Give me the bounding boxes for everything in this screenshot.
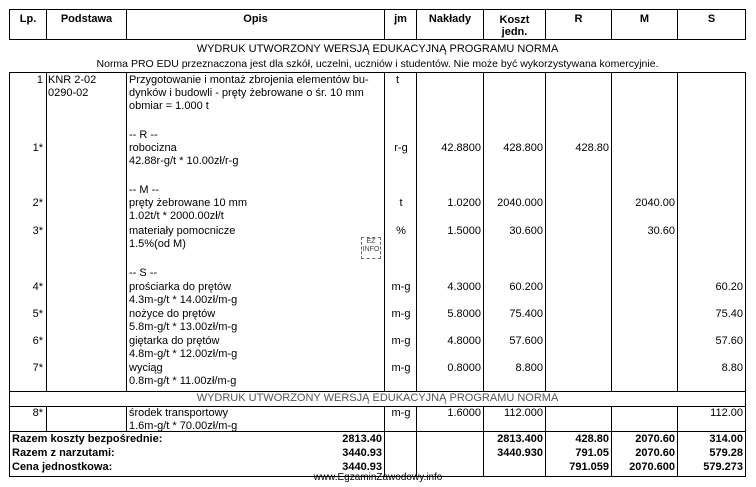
row-koszt: 30.600: [509, 225, 543, 237]
row-m: 2040.00: [635, 197, 675, 209]
ez-info-stamp: EZ INFO: [361, 237, 381, 259]
pos-opis-3: obmiar = 1.000 t: [129, 100, 209, 112]
row-jm: m-g: [391, 281, 411, 293]
kosztorys-table: [9, 9, 746, 477]
row-naklady: 4.8000: [447, 335, 481, 347]
row-name: nożyce do prętów: [129, 308, 216, 320]
row-lp: 5*: [32, 308, 43, 320]
row-koszt: 75.400: [509, 308, 543, 320]
section-m: -- M --: [129, 184, 159, 196]
row-jm: r-g: [394, 142, 408, 154]
row-jm: m-g: [391, 335, 411, 347]
summary-koszt: 3440.930: [497, 447, 543, 459]
row-lp: 7*: [32, 362, 43, 374]
row-name: robocizna: [129, 142, 177, 154]
row-name: materiały pomocnicze: [129, 225, 236, 237]
row-calc: 5.8m-g/t * 13.00zł/m-g: [129, 321, 238, 333]
row-s: 75.40: [715, 308, 743, 320]
row-calc: 1.6m-g/t * 70.00zł/m-g: [129, 420, 238, 432]
row-name: prościarka do prętów: [129, 281, 232, 293]
summary-m: 2070.600: [629, 461, 675, 473]
watermark-line: WYDRUK UTWORZONY WERSJĄ EDUKACYJNĄ PROGRAMU NORMA: [196, 43, 559, 55]
summary-koszt: 2813.400: [497, 433, 543, 445]
col-s-header: S: [707, 13, 716, 25]
col-m-header: M: [612, 10, 678, 39]
summary-label-overhead: Razem z narzutami:: [12, 447, 115, 459]
row-naklady: 1.6000: [447, 407, 481, 419]
row-lp: 2*: [32, 197, 43, 209]
row-calc: 1.5%(od M): [129, 238, 186, 250]
row-naklady: 1.5000: [447, 225, 481, 237]
page-break: [10, 391, 745, 407]
section-s: -- S --: [129, 267, 158, 279]
row-koszt: 8.800: [515, 362, 543, 374]
summary-value: 3440.93: [342, 447, 382, 459]
summary-label-direct: Razem koszty bezpośrednie:: [12, 433, 163, 445]
col-koszt-header: Koszt jedn.: [484, 10, 546, 39]
summary-r: 428.80: [575, 433, 609, 445]
row-naklady: 42.8800: [441, 142, 481, 154]
row-jm: m-g: [391, 308, 411, 320]
row-naklady: 0.8000: [447, 362, 481, 374]
row-lp: 3*: [32, 225, 43, 237]
row-lp: 8*: [32, 407, 43, 419]
row-koszt: 2040.000: [497, 197, 543, 209]
pos-opis-2: dynków i budowli - pręty żebrowane o śr. 10 mm: [129, 87, 364, 99]
col-r-header: R: [546, 10, 612, 39]
pos-podstawa-2: 0290-02: [48, 87, 89, 99]
row-calc: 0.8m-g/t * 11.00zł/m-g: [129, 375, 237, 387]
col-opis-header: Opis: [127, 10, 385, 39]
row-koszt: 60.200: [509, 281, 543, 293]
row-jm: %: [396, 225, 406, 237]
summary-m: 2070.60: [635, 447, 675, 459]
row-calc: 4.3m-g/t * 14.00zł/m-g: [129, 294, 238, 306]
summary-r: 791.05: [575, 447, 609, 459]
row-jm: t: [399, 197, 403, 209]
row-name: pręty żebrowane 10 mm: [129, 197, 247, 209]
row-calc: 1.02t/t * 2000.00zł/t: [129, 210, 224, 222]
row-s: 112.00: [710, 407, 743, 419]
col-naklady-header: Nakłady: [417, 10, 484, 39]
summary-s: 579.28: [709, 447, 743, 459]
row-name: środek transportowy: [129, 407, 229, 419]
row-s: 8.80: [721, 362, 743, 374]
pos-podstawa-1: KNR 2-02: [48, 74, 97, 86]
row-s: 60.20: [715, 281, 743, 293]
row-name: giętarka do prętów: [129, 335, 220, 347]
summary-m: 2070.60: [635, 433, 675, 445]
summary-s: 314.00: [709, 433, 743, 445]
row-koszt: 57.600: [509, 335, 543, 347]
footer-url: www.EgzaminZawodowy.info: [313, 472, 443, 483]
row-naklady: 4.3000: [447, 281, 481, 293]
row-m: 30.60: [647, 225, 675, 237]
section-r: -- R --: [129, 129, 158, 141]
row-lp: 4*: [32, 281, 43, 293]
row-s: 57.60: [715, 335, 743, 347]
summary-r: 791.059: [569, 461, 609, 473]
row-r: 428.80: [575, 142, 609, 154]
pos-opis-1: Przygotowanie i montaż zbrojenia elementów bu-: [129, 74, 369, 86]
row-naklady: 1.0200: [447, 197, 481, 209]
table-header: [9, 9, 746, 40]
summary-value: 2813.40: [342, 433, 382, 445]
row-koszt: 428.800: [503, 142, 543, 154]
summary-s: 579.273: [703, 461, 743, 473]
row-name: wyciąg: [129, 362, 163, 374]
row-lp: 6*: [32, 335, 43, 347]
col-jm-header: jm: [385, 10, 417, 39]
summary-block: [9, 432, 746, 477]
row-calc: 4.8m-g/t * 12.00zł/m-g: [129, 348, 238, 360]
pos-jm: t: [396, 74, 400, 86]
row-naklady: 5.8000: [447, 308, 481, 320]
row-lp: 1*: [32, 142, 43, 154]
summary-label-unit: Cena jednostkowa:: [12, 461, 113, 473]
col-podstawa-header: Podstawa: [47, 10, 127, 39]
row-jm: m-g: [391, 407, 411, 419]
col-lp-header: Lp.: [10, 10, 47, 39]
watermark-notice: Norma PRO EDU przeznaczona jest dla szkół, uczelni, uczniów i studentów. Nie może być wykorzystywana komercyjnie.: [96, 58, 659, 70]
row-calc: 42.88r-g/t * 10.00zł/r-g: [129, 155, 239, 167]
row-koszt: 112.000: [504, 407, 543, 419]
summary-value: 3440.93: [342, 461, 382, 473]
pos-lp: 1: [36, 74, 43, 86]
watermark-line-2: WYDRUK UTWORZONY WERSJĄ EDUKACYJNĄ PROGRAMU NORMA: [196, 392, 559, 404]
row-jm: m-g: [391, 362, 411, 374]
